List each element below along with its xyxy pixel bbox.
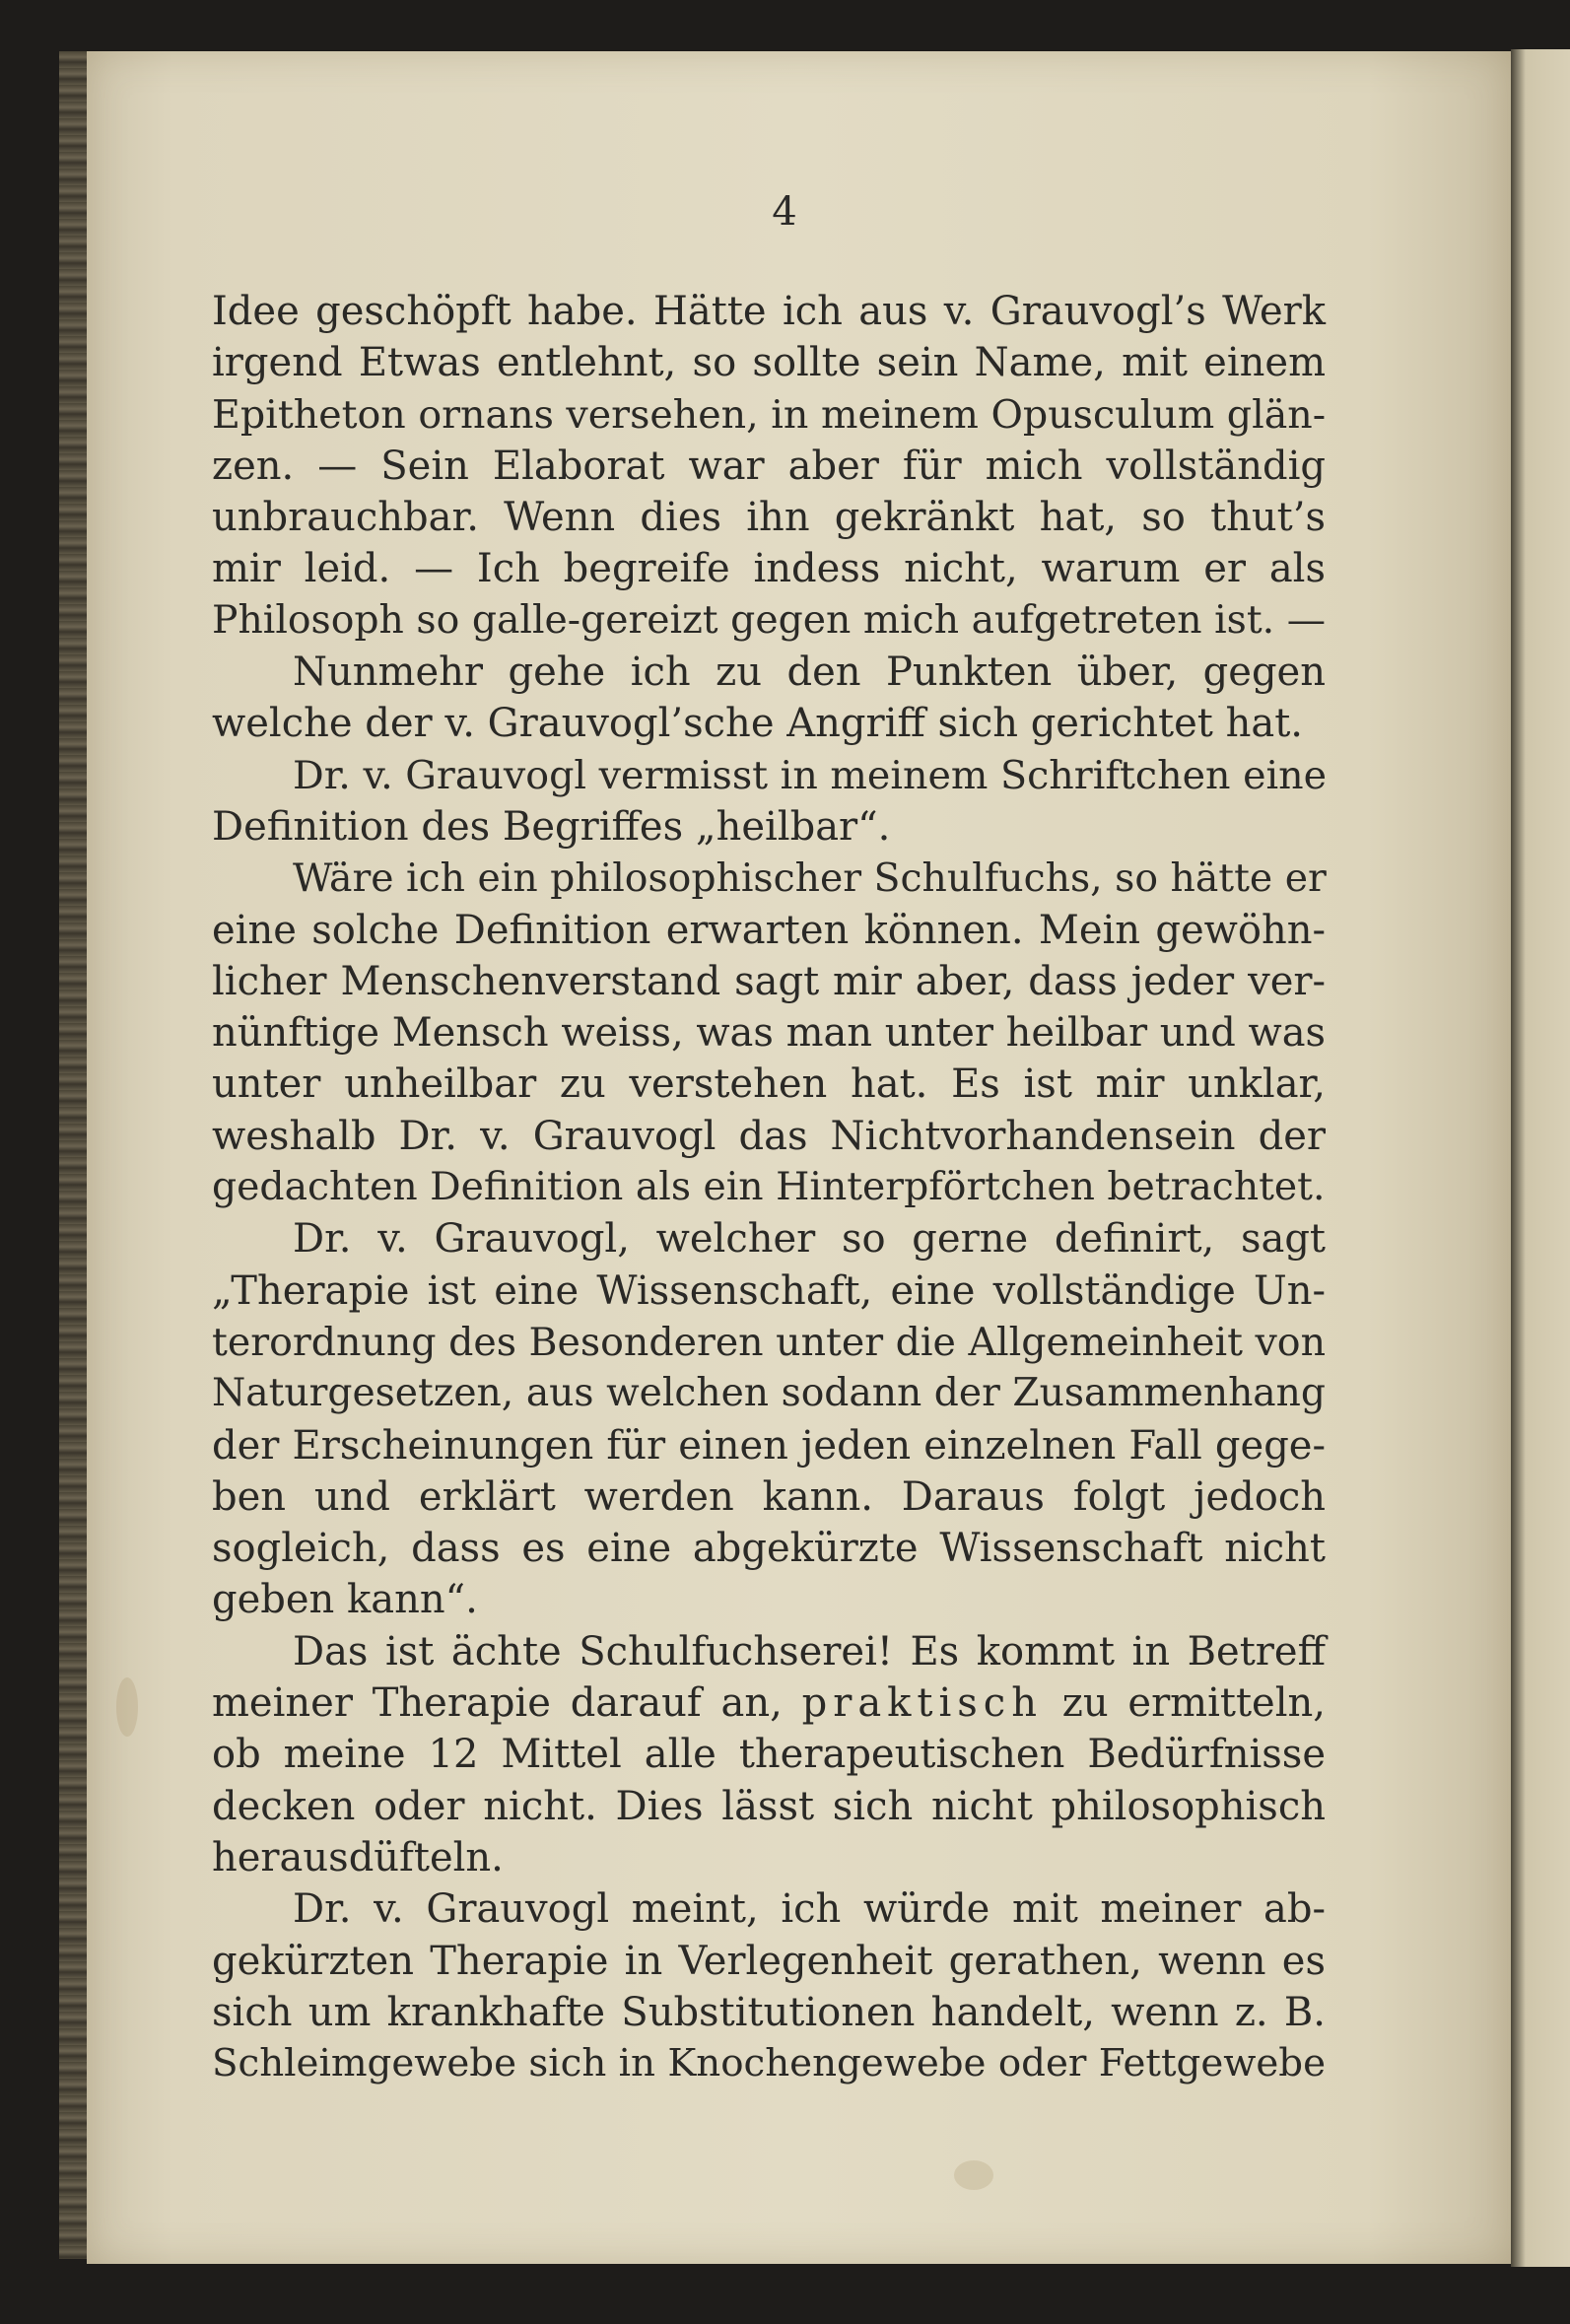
text-line: nünftige Mensch weiss, was man unter heilbar und was bbox=[212, 1010, 1327, 1057]
text-line: Philosoph so galle-gereizt gegen mich aufgetreten ist. — bbox=[212, 597, 1326, 643]
text-line: „Therapie ist eine Wissenschaft, eine vollständige Un- bbox=[212, 1267, 1326, 1314]
text-line: unbrauchbar. Wenn dies ihn gekränkt hat, so thut’s bbox=[212, 495, 1326, 541]
text-line: licher Menschenverstand sagt mir aber, dass jeder ver- bbox=[212, 958, 1326, 1004]
text-line: gedachten Definition als ein Hinterpförtchen betrachtet. bbox=[212, 1165, 1326, 1210]
text-line: ob meine 12 Mittel alle therapeutischen Bedürfnisse bbox=[212, 1732, 1326, 1778]
text-line: irgend Etwas entlehnt, so sollte sein Name, mit einem bbox=[212, 340, 1326, 386]
text-line: weshalb Dr. v. Grauvogl das Nichtvorhandensein der bbox=[212, 1113, 1326, 1159]
text-line: der Erscheinungen für einen jeden einzelnen Fall gege- bbox=[212, 1422, 1326, 1469]
text-line: sich um krankhafte Substitutionen handelt, wenn z. B. bbox=[212, 1989, 1326, 2035]
text-line: welche der v. Grauvogl’sche Angriff sich gerichtet hat. bbox=[212, 701, 1303, 747]
emphasized-word: praktisch bbox=[801, 1680, 1043, 1727]
text-line: Naturgesetzen, aus welchen sodann der Zusammenhang bbox=[212, 1371, 1326, 1416]
adjacent-page-edge bbox=[1511, 49, 1570, 2267]
body-text bbox=[212, 286, 1326, 2089]
text-line: geben kann“. bbox=[212, 1577, 478, 1623]
text-line: zen. — Sein Elaborat war aber für mich vollständig bbox=[212, 443, 1326, 489]
text-line: eine solche Definition erwarten können. Mein gewöhn- bbox=[212, 907, 1326, 953]
text-line: Definition des Begriffes „heilbar“. bbox=[212, 803, 891, 850]
text-line: terordnung des Besonderen unter die Allgemeinheit von bbox=[212, 1319, 1326, 1365]
text-line: Nunmehr gehe ich zu den Punkten über, gegen bbox=[293, 649, 1326, 696]
text-line: decken oder nicht. Dies lässt sich nicht philosophisch bbox=[212, 1783, 1326, 1829]
text-line: Idee geschöpft habe. Hätte ich aus v. Grauvogl’s Werk bbox=[212, 289, 1326, 334]
text-line: Das ist ächte Schulfuchserei! Es kommt in Betreff bbox=[293, 1628, 1326, 1675]
text-line: Schleimgewebe sich in Knochengewebe oder Fettgewebe bbox=[212, 2041, 1326, 2086]
text-line: meiner Therapie darauf an, praktisch zu ermitteln, bbox=[212, 1680, 1326, 1727]
paper-stain bbox=[954, 2160, 993, 2190]
text-line: Epitheton ornans versehen, in meinem Opusculum glän- bbox=[212, 391, 1327, 438]
paper-stain bbox=[116, 1677, 138, 1737]
text-line: sogleich, dass es eine abgekürzte Wissenschaft nicht bbox=[212, 1526, 1326, 1572]
text-line: ben und erklärt werden kann. Daraus folgt jedoch bbox=[212, 1473, 1326, 1520]
text-line: herausdüfteln. bbox=[212, 1834, 504, 1880]
text-line: mir leid. — Ich begreife indess nicht, warum er als bbox=[212, 546, 1326, 592]
text-line: Dr. v. Grauvogl vermisst in meinem Schriftchen eine bbox=[293, 752, 1328, 798]
text-line: Wäre ich ein philosophischer Schulfuchs, so hätte er bbox=[293, 855, 1327, 902]
text-line: gekürzten Therapie in Verlegenheit gerathen, wenn es bbox=[212, 1938, 1326, 1984]
text-line: unter unheilbar zu verstehen hat. Es ist mir unklar, bbox=[212, 1061, 1326, 1108]
text-line: Dr. v. Grauvogl, welcher so gerne definirt, sagt bbox=[293, 1216, 1326, 1263]
text-line: Dr. v. Grauvogl meint, ich würde mit meiner ab- bbox=[293, 1886, 1326, 1933]
page-number: 4 bbox=[772, 189, 798, 235]
